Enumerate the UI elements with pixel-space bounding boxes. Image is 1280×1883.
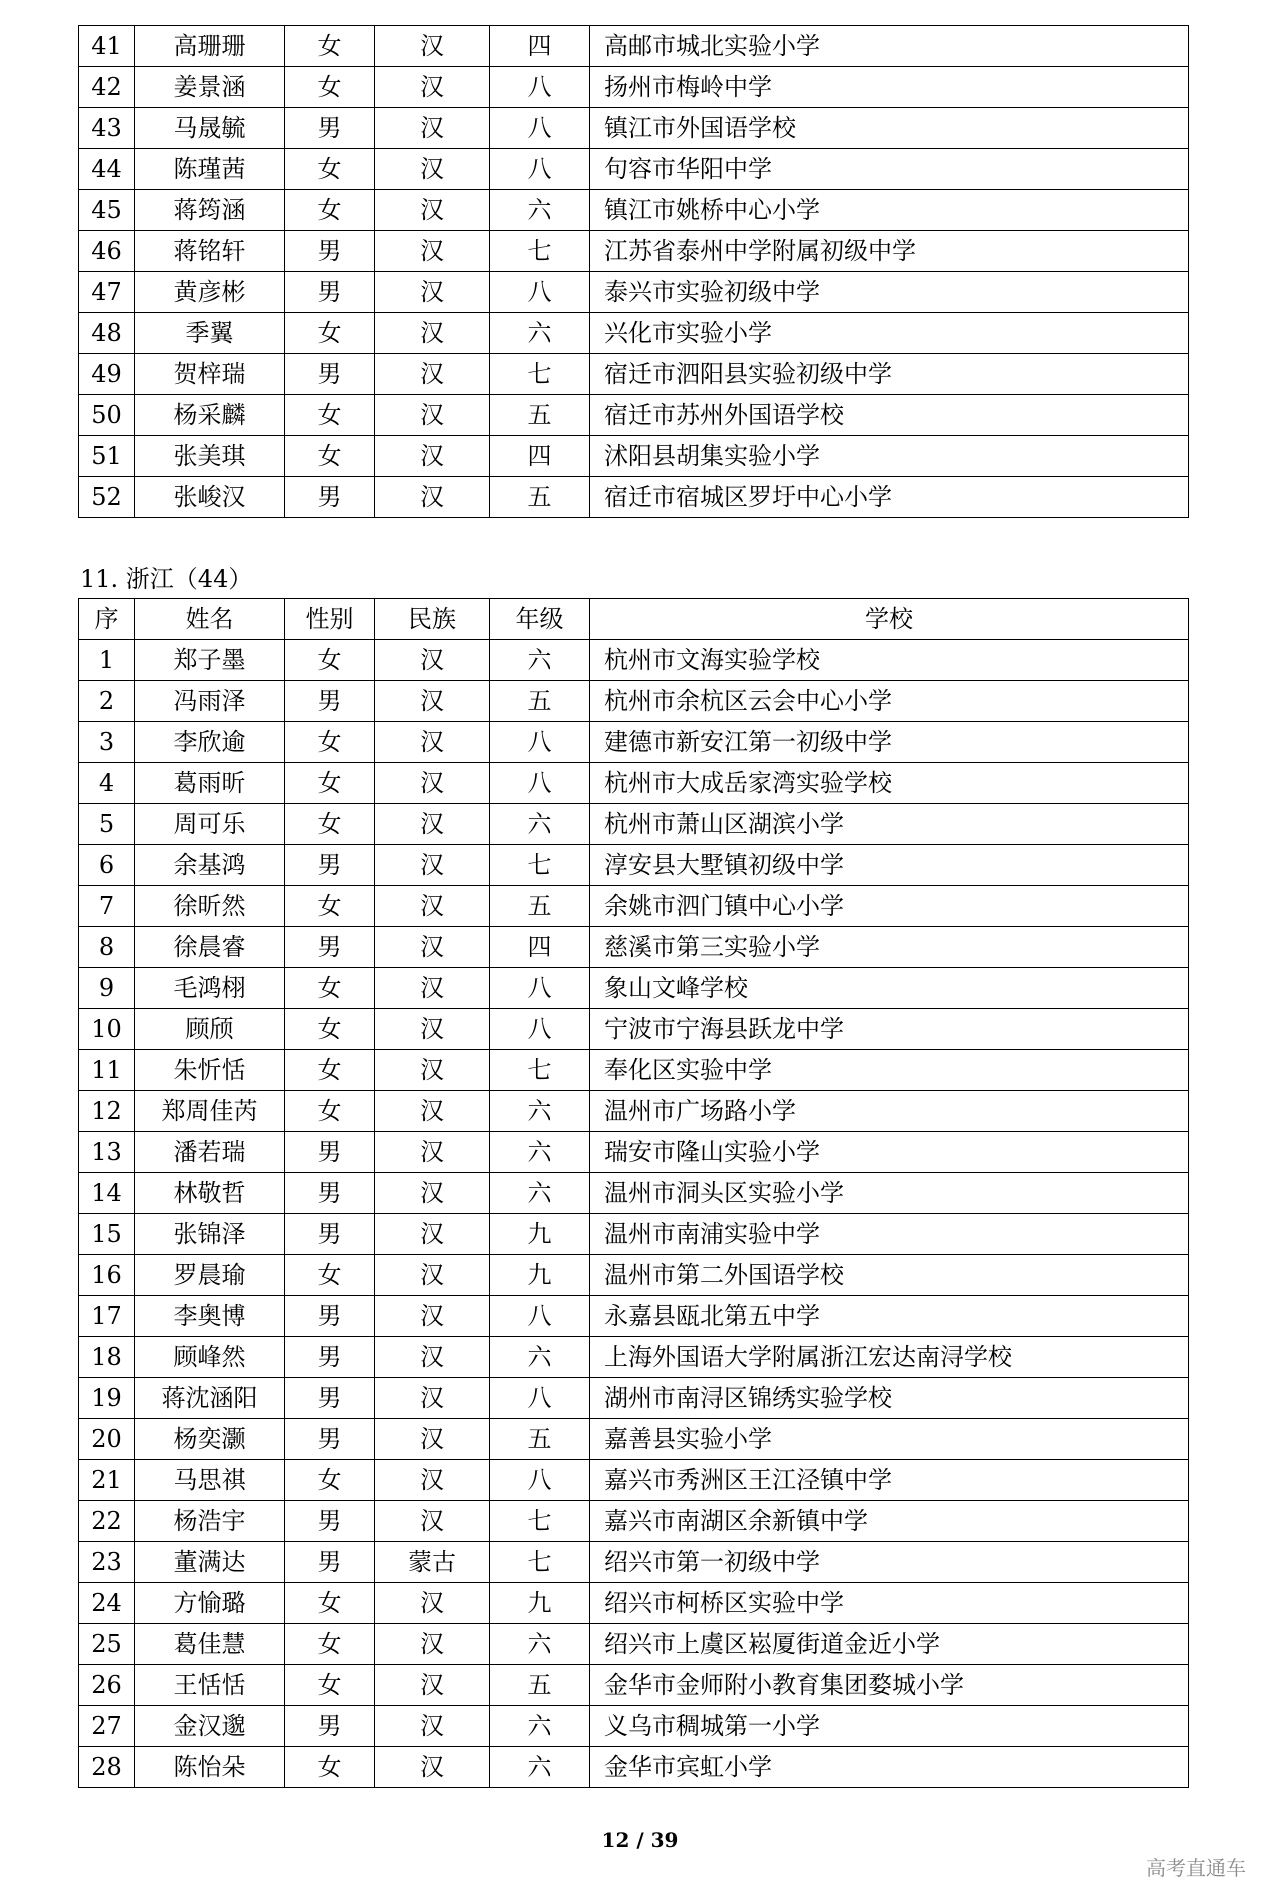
cell-grade: 五	[490, 395, 590, 436]
cell-ethnicity: 汉	[375, 1009, 490, 1050]
cell-seq: 14	[79, 1173, 135, 1214]
cell-seq: 11	[79, 1050, 135, 1091]
cell-grade: 七	[490, 1501, 590, 1542]
cell-name: 杨奕灏	[135, 1419, 285, 1460]
cell-grade: 九	[490, 1255, 590, 1296]
cell-gender: 女	[285, 1747, 375, 1788]
table-row	[79, 1009, 1189, 1050]
cell-ethnicity: 汉	[375, 681, 490, 722]
cell-school: 建德市新安江第一初级中学	[590, 722, 1189, 763]
table-row	[79, 763, 1189, 804]
cell-name: 季翼	[135, 313, 285, 354]
cell-name: 张美琪	[135, 436, 285, 477]
cell-gender: 男	[285, 108, 375, 149]
cell-name: 王恬恬	[135, 1665, 285, 1706]
cell-name: 顾颀	[135, 1009, 285, 1050]
cell-seq: 6	[79, 845, 135, 886]
cell-seq: 46	[79, 231, 135, 272]
table-row	[79, 804, 1189, 845]
table-row	[79, 477, 1189, 518]
cell-seq: 17	[79, 1296, 135, 1337]
cell-seq: 26	[79, 1665, 135, 1706]
cell-seq: 48	[79, 313, 135, 354]
cell-school: 杭州市文海实验学校	[590, 640, 1189, 681]
cell-gender: 女	[285, 722, 375, 763]
table-row	[79, 1419, 1189, 1460]
cell-school: 温州市广场路小学	[590, 1091, 1189, 1132]
cell-grade: 八	[490, 1378, 590, 1419]
cell-name: 蒋筠涵	[135, 190, 285, 231]
cell-grade: 八	[490, 722, 590, 763]
cell-school: 义乌市稠城第一小学	[590, 1706, 1189, 1747]
cell-ethnicity: 汉	[375, 67, 490, 108]
cell-gender: 男	[285, 1419, 375, 1460]
cell-school: 兴化市实验小学	[590, 313, 1189, 354]
table-row	[79, 190, 1189, 231]
cell-grade: 七	[490, 845, 590, 886]
cell-school: 余姚市泗门镇中心小学	[590, 886, 1189, 927]
cell-name: 董满达	[135, 1542, 285, 1583]
cell-grade: 六	[490, 1132, 590, 1173]
table-row	[79, 1378, 1189, 1419]
cell-grade: 八	[490, 108, 590, 149]
table-row	[79, 1091, 1189, 1132]
cell-grade: 八	[490, 968, 590, 1009]
cell-ethnicity: 汉	[375, 1214, 490, 1255]
cell-name: 葛雨昕	[135, 763, 285, 804]
cell-gender: 男	[285, 354, 375, 395]
cell-name: 潘若瑞	[135, 1132, 285, 1173]
cell-grade: 八	[490, 272, 590, 313]
cell-ethnicity: 汉	[375, 804, 490, 845]
cell-gender: 男	[285, 845, 375, 886]
cell-school: 上海外国语大学附属浙江宏达南浔学校	[590, 1337, 1189, 1378]
table-row	[79, 1460, 1189, 1501]
cell-name: 徐晨睿	[135, 927, 285, 968]
cell-school: 泰兴市实验初级中学	[590, 272, 1189, 313]
cell-grade: 五	[490, 1665, 590, 1706]
cell-ethnicity: 汉	[375, 1419, 490, 1460]
cell-name: 顾峰然	[135, 1337, 285, 1378]
cell-gender: 男	[285, 1706, 375, 1747]
cell-name: 高珊珊	[135, 26, 285, 67]
cell-seq: 12	[79, 1091, 135, 1132]
cell-school: 奉化区实验中学	[590, 1050, 1189, 1091]
cell-school: 嘉善县实验小学	[590, 1419, 1189, 1460]
cell-grade: 六	[490, 1173, 590, 1214]
cell-grade: 六	[490, 313, 590, 354]
cell-grade: 八	[490, 149, 590, 190]
cell-seq: 2	[79, 681, 135, 722]
cell-gender: 男	[285, 1296, 375, 1337]
cell-grade: 七	[490, 231, 590, 272]
table-row	[79, 722, 1189, 763]
cell-ethnicity: 汉	[375, 763, 490, 804]
table-row	[79, 149, 1189, 190]
cell-seq: 49	[79, 354, 135, 395]
cell-name: 朱忻恬	[135, 1050, 285, 1091]
cell-school: 永嘉县瓯北第五中学	[590, 1296, 1189, 1337]
cell-grade: 六	[490, 1706, 590, 1747]
cell-school: 温州市南浦实验中学	[590, 1214, 1189, 1255]
cell-ethnicity: 汉	[375, 927, 490, 968]
cell-gender: 男	[285, 1378, 375, 1419]
cell-gender: 女	[285, 1009, 375, 1050]
cell-name: 杨采麟	[135, 395, 285, 436]
cell-ethnicity: 汉	[375, 436, 490, 477]
cell-ethnicity: 汉	[375, 313, 490, 354]
cell-seq: 23	[79, 1542, 135, 1583]
cell-school: 慈溪市第三实验小学	[590, 927, 1189, 968]
cell-seq: 4	[79, 763, 135, 804]
cell-seq: 3	[79, 722, 135, 763]
cell-gender: 男	[285, 1542, 375, 1583]
cell-grade: 六	[490, 1747, 590, 1788]
cell-name: 余基鸿	[135, 845, 285, 886]
cell-seq: 7	[79, 886, 135, 927]
cell-ethnicity: 汉	[375, 640, 490, 681]
cell-seq: 15	[79, 1214, 135, 1255]
cell-grade: 六	[490, 1624, 590, 1665]
cell-grade: 七	[490, 354, 590, 395]
cell-school: 扬州市梅岭中学	[590, 67, 1189, 108]
cell-school: 宿迁市宿城区罗圩中心小学	[590, 477, 1189, 518]
cell-school: 高邮市城北实验小学	[590, 26, 1189, 67]
cell-gender: 男	[285, 272, 375, 313]
cell-grade: 九	[490, 1214, 590, 1255]
cell-name: 蒋铭轩	[135, 231, 285, 272]
table-row	[79, 1501, 1189, 1542]
watermark-logo-text: 高考直通车	[1146, 1856, 1246, 1880]
cell-ethnicity: 汉	[375, 26, 490, 67]
cell-name: 郑周佳芮	[135, 1091, 285, 1132]
cell-name: 金汉邈	[135, 1706, 285, 1747]
cell-ethnicity: 汉	[375, 1173, 490, 1214]
table-row	[79, 108, 1189, 149]
cell-name: 毛鸿栩	[135, 968, 285, 1009]
cell-name: 张锦泽	[135, 1214, 285, 1255]
cell-grade: 四	[490, 26, 590, 67]
header-seq: 序	[79, 599, 135, 640]
student-table-zhejiang	[78, 598, 1189, 1788]
cell-name: 徐昕然	[135, 886, 285, 927]
cell-grade: 七	[490, 1050, 590, 1091]
cell-school: 金华市宾虹小学	[590, 1747, 1189, 1788]
cell-seq: 22	[79, 1501, 135, 1542]
cell-grade: 六	[490, 190, 590, 231]
table-row	[79, 927, 1189, 968]
cell-ethnicity: 汉	[375, 1501, 490, 1542]
table-row	[79, 395, 1189, 436]
cell-seq: 16	[79, 1255, 135, 1296]
cell-grade: 五	[490, 886, 590, 927]
cell-ethnicity: 汉	[375, 1460, 490, 1501]
cell-ethnicity: 汉	[375, 845, 490, 886]
cell-name: 方愉璐	[135, 1583, 285, 1624]
cell-seq: 41	[79, 26, 135, 67]
cell-grade: 五	[490, 477, 590, 518]
table-row	[79, 1296, 1189, 1337]
cell-ethnicity: 汉	[375, 722, 490, 763]
cell-gender: 女	[285, 886, 375, 927]
cell-gender: 女	[285, 1050, 375, 1091]
table-row	[79, 26, 1189, 67]
table-row	[79, 1173, 1189, 1214]
cell-name: 马思祺	[135, 1460, 285, 1501]
cell-gender: 男	[285, 927, 375, 968]
table-row	[79, 272, 1189, 313]
table-header-row	[79, 599, 1189, 640]
cell-ethnicity: 汉	[375, 231, 490, 272]
section-heading-zhejiang: 11. 浙江（44）	[80, 565, 253, 593]
cell-school: 宿迁市苏州外国语学校	[590, 395, 1189, 436]
cell-seq: 24	[79, 1583, 135, 1624]
table-row	[79, 1706, 1189, 1747]
cell-seq: 45	[79, 190, 135, 231]
cell-name: 郑子墨	[135, 640, 285, 681]
table-row	[79, 231, 1189, 272]
cell-school: 镇江市外国语学校	[590, 108, 1189, 149]
cell-ethnicity: 汉	[375, 1747, 490, 1788]
cell-gender: 女	[285, 804, 375, 845]
cell-seq: 13	[79, 1132, 135, 1173]
cell-school: 杭州市余杭区云会中心小学	[590, 681, 1189, 722]
cell-grade: 八	[490, 763, 590, 804]
cell-seq: 8	[79, 927, 135, 968]
cell-name: 李奥博	[135, 1296, 285, 1337]
cell-gender: 女	[285, 763, 375, 804]
cell-name: 姜景涵	[135, 67, 285, 108]
cell-gender: 男	[285, 1173, 375, 1214]
cell-seq: 19	[79, 1378, 135, 1419]
cell-seq: 43	[79, 108, 135, 149]
table-row	[79, 67, 1189, 108]
cell-grade: 八	[490, 67, 590, 108]
cell-ethnicity: 汉	[375, 1296, 490, 1337]
cell-ethnicity: 汉	[375, 886, 490, 927]
table-row	[79, 1624, 1189, 1665]
cell-school: 嘉兴市南湖区余新镇中学	[590, 1501, 1189, 1542]
cell-gender: 女	[285, 1460, 375, 1501]
cell-gender: 女	[285, 968, 375, 1009]
cell-seq: 28	[79, 1747, 135, 1788]
cell-gender: 男	[285, 477, 375, 518]
cell-gender: 男	[285, 1132, 375, 1173]
table-row	[79, 1542, 1189, 1583]
cell-name: 葛佳慧	[135, 1624, 285, 1665]
cell-school: 嘉兴市秀洲区王江泾镇中学	[590, 1460, 1189, 1501]
cell-gender: 男	[285, 681, 375, 722]
table-row	[79, 354, 1189, 395]
cell-school: 瑞安市隆山实验小学	[590, 1132, 1189, 1173]
cell-ethnicity: 汉	[375, 1665, 490, 1706]
cell-ethnicity: 汉	[375, 968, 490, 1009]
header-school: 学校	[590, 599, 1189, 640]
cell-ethnicity: 汉	[375, 1624, 490, 1665]
table-row	[79, 845, 1189, 886]
cell-seq: 9	[79, 968, 135, 1009]
cell-gender: 女	[285, 1665, 375, 1706]
cell-gender: 女	[285, 395, 375, 436]
table-row	[79, 1050, 1189, 1091]
cell-name: 林敬哲	[135, 1173, 285, 1214]
header-grade: 年级	[490, 599, 590, 640]
cell-grade: 八	[490, 1296, 590, 1337]
cell-school: 镇江市姚桥中心小学	[590, 190, 1189, 231]
cell-ethnicity: 汉	[375, 149, 490, 190]
table-row	[79, 640, 1189, 681]
cell-gender: 男	[285, 1214, 375, 1255]
cell-gender: 女	[285, 67, 375, 108]
cell-seq: 47	[79, 272, 135, 313]
cell-gender: 女	[285, 190, 375, 231]
cell-name: 杨浩宇	[135, 1501, 285, 1542]
cell-school: 温州市第二外国语学校	[590, 1255, 1189, 1296]
cell-grade: 五	[490, 1419, 590, 1460]
cell-ethnicity: 汉	[375, 1583, 490, 1624]
cell-school: 绍兴市第一初级中学	[590, 1542, 1189, 1583]
cell-name: 张峻汉	[135, 477, 285, 518]
cell-seq: 52	[79, 477, 135, 518]
cell-gender: 女	[285, 313, 375, 354]
cell-grade: 六	[490, 1091, 590, 1132]
cell-gender: 女	[285, 26, 375, 67]
cell-name: 蒋沈涵阳	[135, 1378, 285, 1419]
cell-school: 沭阳县胡集实验小学	[590, 436, 1189, 477]
cell-ethnicity: 汉	[375, 1132, 490, 1173]
cell-school: 淳安县大墅镇初级中学	[590, 845, 1189, 886]
cell-name: 李欣逾	[135, 722, 285, 763]
cell-name: 罗晨瑜	[135, 1255, 285, 1296]
cell-ethnicity: 汉	[375, 477, 490, 518]
cell-grade: 六	[490, 804, 590, 845]
table-row	[79, 1214, 1189, 1255]
cell-seq: 5	[79, 804, 135, 845]
cell-gender: 女	[285, 1583, 375, 1624]
cell-seq: 18	[79, 1337, 135, 1378]
cell-seq: 10	[79, 1009, 135, 1050]
cell-ethnicity: 汉	[375, 272, 490, 313]
cell-school: 宁波市宁海县跃龙中学	[590, 1009, 1189, 1050]
cell-name: 周可乐	[135, 804, 285, 845]
cell-ethnicity: 汉	[375, 395, 490, 436]
table-row	[79, 681, 1189, 722]
table-row	[79, 886, 1189, 927]
cell-ethnicity: 汉	[375, 1255, 490, 1296]
cell-school: 宿迁市泗阳县实验初级中学	[590, 354, 1189, 395]
cell-school: 象山文峰学校	[590, 968, 1189, 1009]
cell-ethnicity: 汉	[375, 1091, 490, 1132]
cell-grade: 六	[490, 640, 590, 681]
cell-grade: 五	[490, 681, 590, 722]
cell-gender: 女	[285, 1091, 375, 1132]
cell-grade: 七	[490, 1542, 590, 1583]
cell-gender: 男	[285, 1337, 375, 1378]
cell-gender: 女	[285, 436, 375, 477]
cell-gender: 女	[285, 149, 375, 190]
cell-gender: 女	[285, 640, 375, 681]
student-table-jiangsu-continued	[78, 25, 1189, 518]
cell-ethnicity: 汉	[375, 190, 490, 231]
cell-school: 江苏省泰州中学附属初级中学	[590, 231, 1189, 272]
table-row	[79, 1665, 1189, 1706]
cell-ethnicity: 汉	[375, 1050, 490, 1091]
cell-seq: 1	[79, 640, 135, 681]
cell-school: 句容市华阳中学	[590, 149, 1189, 190]
cell-seq: 42	[79, 67, 135, 108]
cell-seq: 44	[79, 149, 135, 190]
cell-seq: 21	[79, 1460, 135, 1501]
cell-school: 绍兴市柯桥区实验中学	[590, 1583, 1189, 1624]
cell-grade: 九	[490, 1583, 590, 1624]
table-row	[79, 1583, 1189, 1624]
cell-school: 杭州市萧山区湖滨小学	[590, 804, 1189, 845]
table-row	[79, 1132, 1189, 1173]
cell-gender: 女	[285, 1624, 375, 1665]
cell-ethnicity: 汉	[375, 1337, 490, 1378]
cell-grade: 八	[490, 1460, 590, 1501]
header-gender: 性别	[285, 599, 375, 640]
cell-grade: 六	[490, 1337, 590, 1378]
cell-school: 湖州市南浔区锦绣实验学校	[590, 1378, 1189, 1419]
cell-ethnicity: 汉	[375, 1706, 490, 1747]
table-row	[79, 968, 1189, 1009]
cell-seq: 27	[79, 1706, 135, 1747]
cell-gender: 女	[285, 1255, 375, 1296]
cell-ethnicity: 汉	[375, 108, 490, 149]
cell-seq: 20	[79, 1419, 135, 1460]
cell-seq: 50	[79, 395, 135, 436]
cell-ethnicity: 汉	[375, 1378, 490, 1419]
table-row	[79, 1747, 1189, 1788]
cell-name: 陈怡朵	[135, 1747, 285, 1788]
cell-ethnicity: 汉	[375, 354, 490, 395]
cell-school: 金华市金师附小教育集团婺城小学	[590, 1665, 1189, 1706]
cell-school: 温州市洞头区实验小学	[590, 1173, 1189, 1214]
header-ethnicity: 民族	[375, 599, 490, 640]
header-name: 姓名	[135, 599, 285, 640]
page-number: 12 / 39	[601, 1828, 679, 1852]
cell-name: 马晟毓	[135, 108, 285, 149]
cell-gender: 男	[285, 1501, 375, 1542]
cell-gender: 男	[285, 231, 375, 272]
table-row	[79, 1255, 1189, 1296]
table-row	[79, 313, 1189, 354]
table-row	[79, 1337, 1189, 1378]
cell-grade: 四	[490, 436, 590, 477]
cell-seq: 25	[79, 1624, 135, 1665]
table-row	[79, 436, 1189, 477]
cell-name: 黄彦彬	[135, 272, 285, 313]
cell-name: 贺梓瑞	[135, 354, 285, 395]
cell-grade: 八	[490, 1009, 590, 1050]
cell-name: 冯雨泽	[135, 681, 285, 722]
cell-ethnicity: 蒙古	[375, 1542, 490, 1583]
cell-name: 陈瑾茜	[135, 149, 285, 190]
cell-grade: 四	[490, 927, 590, 968]
cell-school: 绍兴市上虞区崧厦街道金近小学	[590, 1624, 1189, 1665]
cell-seq: 51	[79, 436, 135, 477]
cell-school: 杭州市大成岳家湾实验学校	[590, 763, 1189, 804]
